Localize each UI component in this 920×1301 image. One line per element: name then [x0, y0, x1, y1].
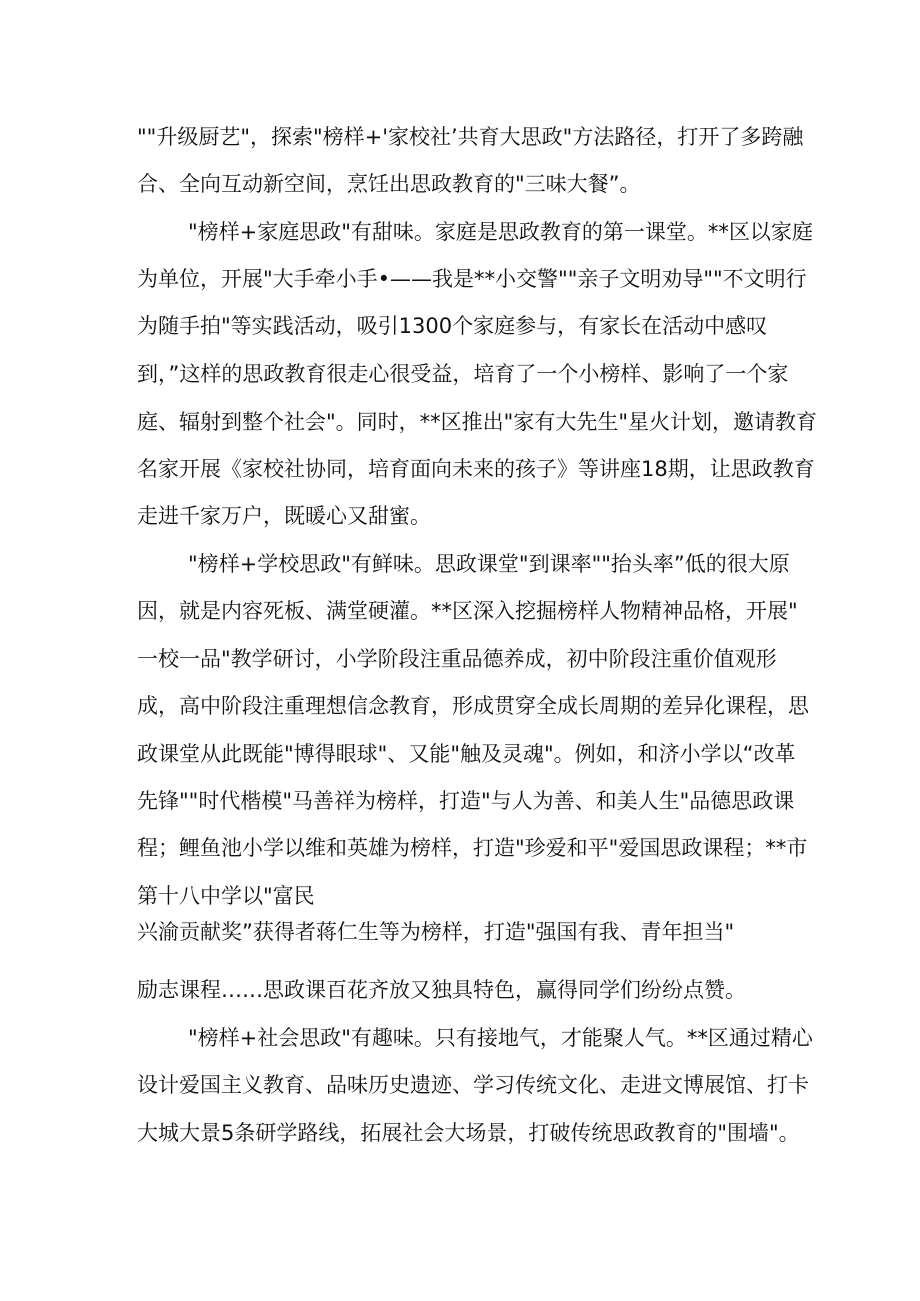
- paragraph-start-line: "榜样+学校思政"有鲜味。思政课堂"到课率""抬头率”低的很大原: [188, 552, 790, 576]
- text-line: 到，”这样的思政教育很走心很受益，培育了一个小榜样、影响了一个家: [137, 362, 789, 386]
- text-line: ""升级厨艺"，探索"榜样+'家校社’共育大思政"方法路径，打开了多跨融: [137, 125, 804, 149]
- text-line: 一校一品"教学研讨，小学阶段注重品德养成，初中阶段注重价值观形: [137, 647, 777, 671]
- text-line: 合、全向互动新空间，烹饪出思政教育的"三味大餐”。: [137, 172, 641, 196]
- text-line: 第十八中学以"富民: [137, 884, 315, 908]
- paragraph-start-line: "榜样+家庭思政"有甜味。家庭是思政教育的第一课堂。**区以家庭: [188, 220, 813, 244]
- text-line: 为随手拍"等实践活动，吸引1300个家庭参与，有家长在活动中感叹: [137, 314, 768, 338]
- text-line: 程；鲤鱼池小学以维和英雄为榜样，打造"珍爱和平"爱国思政课程；**市: [137, 836, 808, 860]
- text-line: 大城大景5条研学路线，拓展社会大场景，打破传统思政教育的"围墙"。: [137, 1121, 800, 1145]
- text-line: 走进千家万户，既暖心又甜蜜。: [137, 504, 431, 528]
- text-line: 设计爱国主义教育、品味历史遗迹、学习传统文化、走进文博展馆、打卡: [137, 1073, 809, 1097]
- text-line: 先锋""时代楷模"马善祥为榜样，打造"与人为善、和美人生"品德思政课: [137, 789, 795, 813]
- text-line: 励志课程……思政课百花齐放又独具特色，赢得同学们纷纷点赞。: [137, 978, 746, 1002]
- text-line: 因，就是内容死板、满堂硬灌。**区深入挖掘榜样人物精神品格，开展": [137, 599, 798, 623]
- text-line: 名家开展《家校社协同，培育面向未来的孩子》等讲座18期，让思政教育: [137, 457, 815, 481]
- text-line: 为单位，开展"大手牵小手•——我是**小交警""亲子文明劝导""不文明行: [137, 267, 807, 291]
- text-line: 兴渝贡献奖”获得者蒋仁生等为榜样，打造"强国有我、青年担当": [137, 920, 735, 944]
- text-line: 庭、辐射到整个社会"。同时，**区推出"家有大先生"星火计划，邀请教育: [137, 410, 817, 434]
- text-line: 政课堂从此既能"博得眼球"、又能"触及灵魂"。例如，和济小学以“改革: [137, 742, 796, 766]
- paragraph-start-line: "榜样+社会思政"有趣味。只有接地气，才能聚人气。**区通过精心: [188, 1026, 813, 1050]
- text-line: 成，高中阶段注重理想信念教育，形成贯穿全成长周期的差异化课程，思: [137, 694, 809, 718]
